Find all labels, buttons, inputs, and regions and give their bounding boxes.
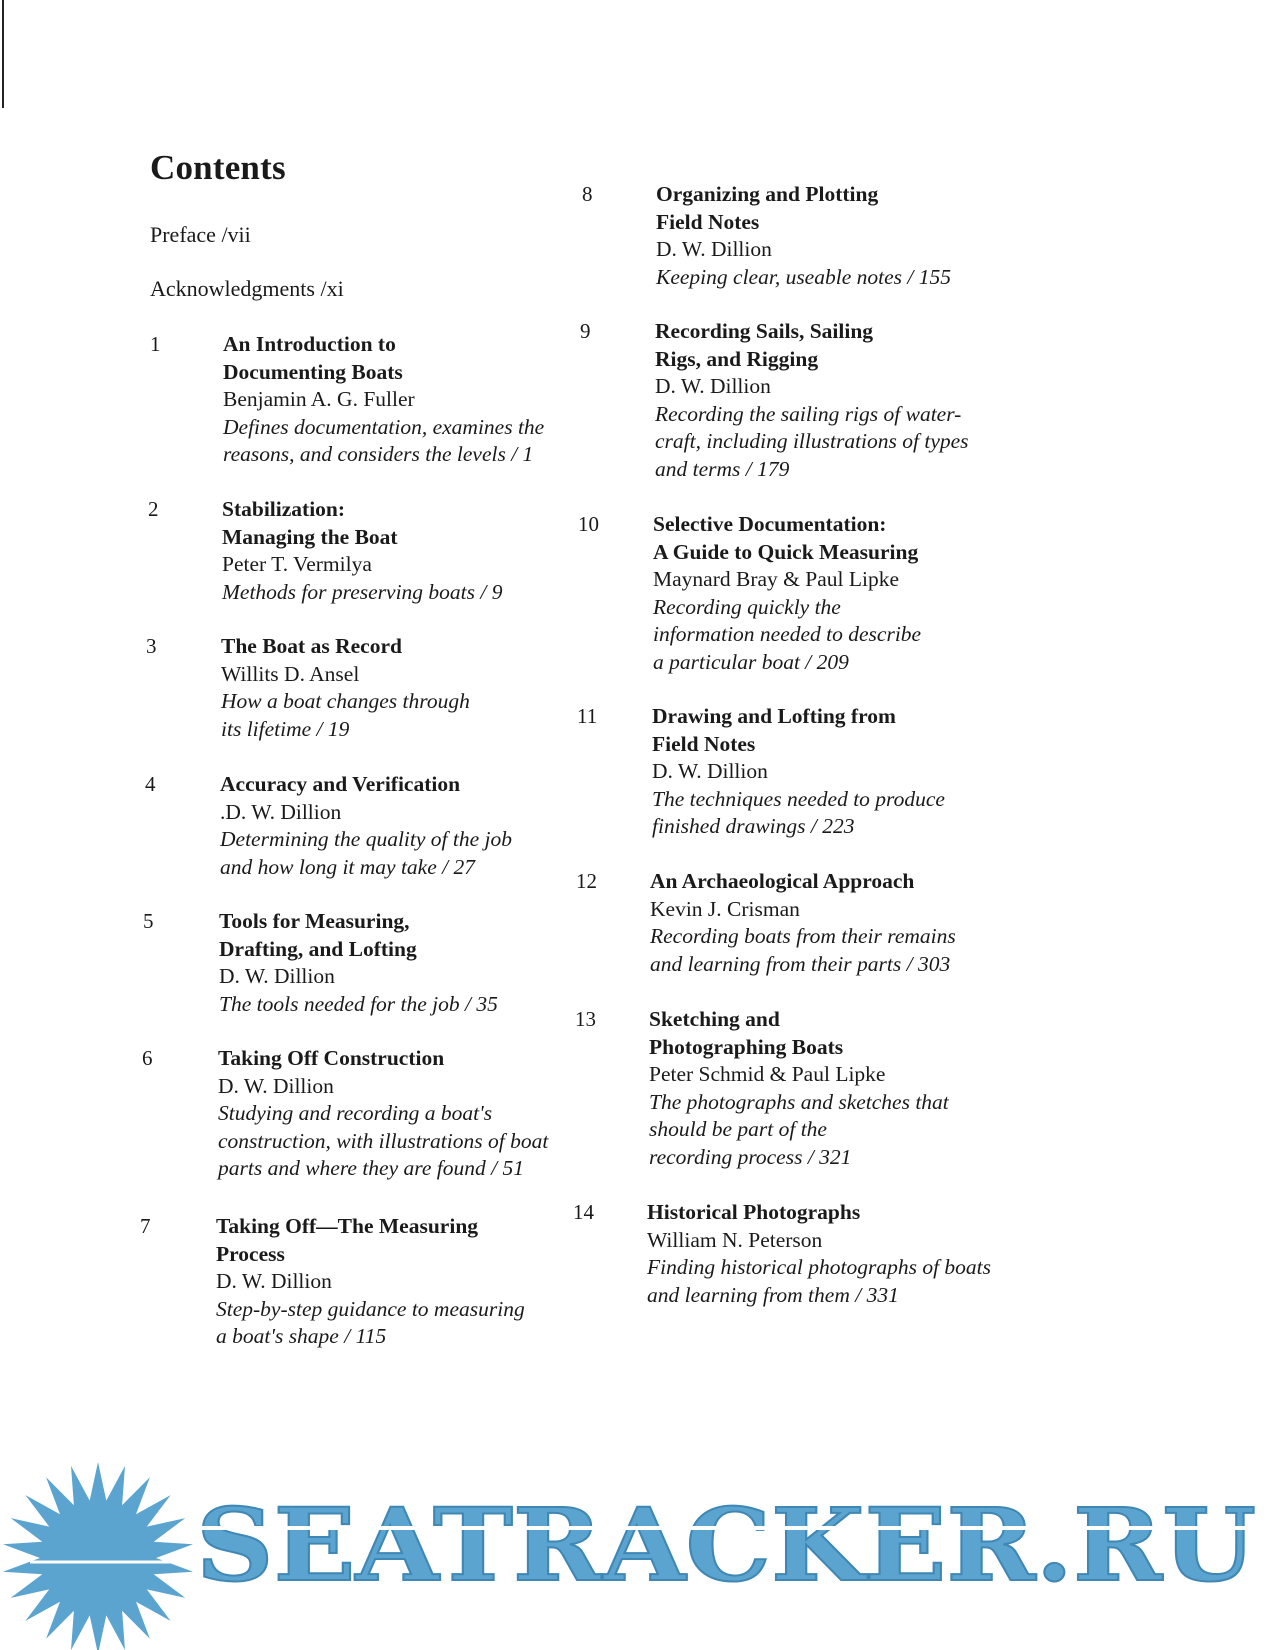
chapter-title-line: A Guide to Quick Measuring [653,539,919,564]
chapter-number: 13 [575,1007,596,1031]
watermark-text: SEATRACKER.RU [196,1486,1256,1604]
chapter-title-line: Process [216,1241,285,1266]
chapter-number: 4 [145,772,156,796]
chapter-author: D. W. Dillion [656,237,772,261]
chapter-author: D. W. Dillion [218,1073,334,1098]
chapter-author: Kevin J. Crisman [650,896,800,921]
chapter-number: 9 [580,319,591,343]
chapter-title-line: Rigs, and Rigging [655,346,819,371]
chapter-title-line: Sketching and [649,1007,780,1031]
chapter-description-line: recording process / 321 [649,1144,852,1169]
chapter-description-line: Recording the sailing rigs of water- [655,401,962,426]
chapter-description-line: and learning from them / 331 [647,1282,899,1307]
chapter-description-line: Studying and recording a boat's [218,1101,493,1125]
chapter-author: D. W. Dillion [655,374,771,398]
chapter-title-line: Taking Off—The Measuring [216,1214,479,1238]
watermark-banner [0,1440,1275,1650]
chapter-author: William N. Peterson [647,1227,823,1252]
chapter-author: .D. W. Dillion [220,799,342,824]
chapter-author: Willits D. Ansel [221,661,360,686]
chapter-title-line: Recording Sails, Sailing [655,319,874,343]
chapter-author: D. W. Dillion [219,964,335,988]
chapter-title-line: Selective Documentation: [653,512,887,536]
chapter-number: 1 [150,332,161,356]
chapter-description-line: construction, with illustrations of boat [218,1128,549,1153]
chapter-title-line: Field Notes [652,731,756,756]
chapter-number: 14 [573,1200,594,1224]
chapter-description-line: and terms / 179 [655,456,790,481]
chapter-title-line: Field Notes [656,209,760,234]
chapter-title-line: Tools for Measuring, [219,909,410,933]
sun-disc [48,1508,148,1608]
chapter-number: 10 [578,512,599,536]
chapter-description-line: reasons, and considers the levels / 1 [223,442,534,466]
chapter-number: 5 [143,909,154,933]
chapter-number: 11 [577,704,598,728]
chapter-author: Peter Schmid & Paul Lipke [649,1062,886,1086]
chapter-description-line: Determining the quality of the job [220,827,512,851]
chapter-title-line: Drawing and Lofting from [652,704,896,728]
chapter-description-line: a particular boat / 209 [653,649,849,674]
chapter-description-line: Keeping clear, useable notes / 155 [656,264,951,289]
page-title: Contents [150,148,286,187]
chapter-title-line: An Archaeological Approach [650,869,915,893]
chapter-description-line: Recording quickly the [653,594,841,619]
chapter-title-line: Accuracy and Verification [220,772,461,796]
chapter-description-line: and how long it may take / 27 [220,854,475,879]
chapter-author: D. W. Dillion [216,1269,332,1293]
chapter-author: D. W. Dillion [652,759,768,783]
chapter-number: 8 [582,182,593,206]
preface-link[interactable]: Preface /vii [150,222,251,247]
chapter-number: 6 [142,1046,153,1070]
chapter-title-line: Managing the Boat [222,524,398,549]
chapter-description-line: parts and where they are found / 51 [218,1156,524,1180]
chapter-description-line: The tools needed for the job / 35 [219,991,498,1016]
chapter-description-line: a boat's shape / 115 [216,1324,387,1348]
chapter-number: 7 [140,1214,151,1238]
chapter-description-line: How a boat changes through [221,689,470,713]
chapter-title-line: An Introduction to [223,332,396,356]
chapter-description-line: Step-by-step guidance to measuring [216,1296,525,1321]
chapter-description-line: should be part of the [649,1117,827,1141]
chapter-description-line: craft, including illustrations of types [655,429,969,453]
chapter-number: 2 [148,497,159,521]
chapter-description-line: finished drawings / 223 [652,814,855,838]
chapter-author: Peter T. Vermilya [222,552,372,576]
chapter-description-line: and learning from their parts / 303 [650,951,951,976]
chapter-description-line: Methods for preserving boats / 9 [222,579,503,604]
chapter-description-line: The techniques needed to produce [652,786,945,811]
chapter-description-line: information needed to describe [653,622,922,646]
page-edge-line [2,0,4,108]
chapter-author: Benjamin A. G. Fuller [223,387,415,411]
chapter-title-line: Stabilization: [222,497,346,521]
chapter-title-line: Taking Off Construction [218,1046,445,1070]
chapter-title-line: Drafting, and Lofting [219,936,417,961]
chapter-title-line: Documenting Boats [223,359,403,384]
chapter-description-line: The photographs and sketches that [649,1089,949,1114]
sun-icon [3,1462,193,1650]
chapter-title-line: Historical Photographs [647,1200,861,1224]
chapter-description-line: Defines documentation, examines the [223,414,545,439]
chapter-description-line: Finding historical photographs of boats [647,1255,992,1279]
chapter-title-line: The Boat as Record [221,634,402,658]
chapter-title-line: Photographing Boats [649,1034,844,1059]
chapter-description-line: Recording boats from their remains [650,924,956,948]
chapter-number: 3 [146,634,157,658]
chapter-number: 12 [576,869,597,893]
chapter-author: Maynard Bray & Paul Lipke [653,567,900,591]
acknowledgments-link[interactable]: Acknowledgments /xi [150,276,344,301]
chapter-description-line: its lifetime / 19 [221,716,350,741]
chapter-title-line: Organizing and Plotting [656,182,879,206]
